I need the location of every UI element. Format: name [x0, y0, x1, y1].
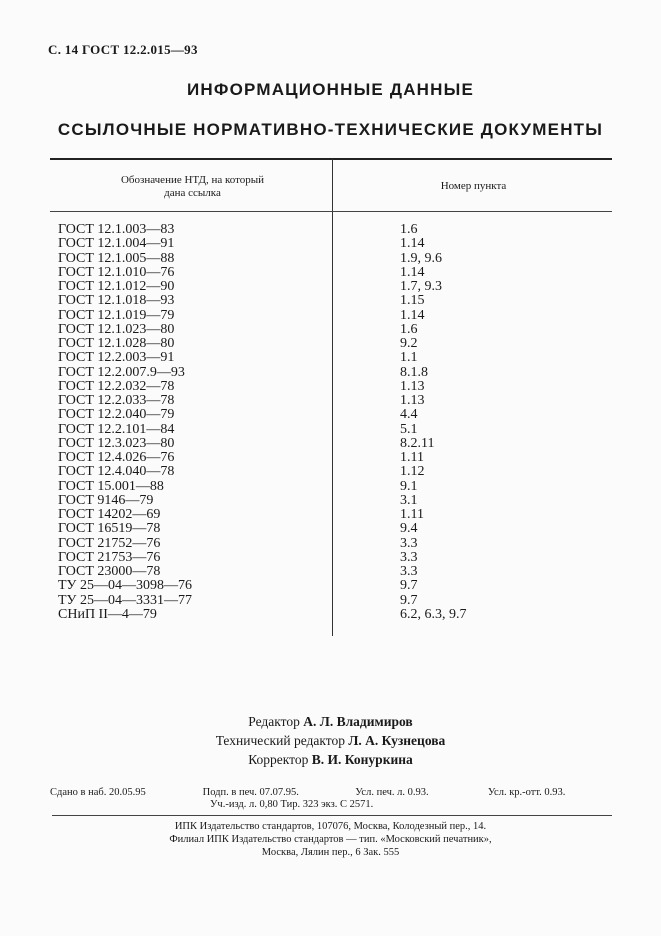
document-designation: ГОСТ 12.1.018—93: [58, 293, 175, 309]
table-row: [58, 608, 618, 622]
publishing-info: [50, 787, 620, 811]
table-row: [58, 480, 618, 494]
clause-number: 9.7: [400, 592, 418, 608]
clause-number: 1.7, 9.3: [400, 279, 442, 294]
column-header-document: [60, 174, 325, 200]
imprint: [0, 820, 661, 859]
table-row: [58, 522, 618, 536]
document-designation: ГОСТ 12.2.007.9—93: [58, 364, 185, 380]
table-row: [58, 565, 618, 579]
section-title: ИНФОРМАЦИОННЫЕ ДАННЫЕ: [186, 80, 475, 99]
table-row: [58, 380, 618, 394]
clause-number: 1.9, 9.6: [400, 250, 442, 266]
clause-number: 1.11: [400, 450, 424, 465]
publishing-line1: Сдано в наб. 20.05.95 Подп. в печ. 07.07.95. Усл. печ. л. 0.93. Усл. кр.-отт. 0.93.: [50, 787, 566, 798]
document-designation: ГОСТ 12.1.010—76: [58, 264, 175, 280]
table-row: [58, 508, 618, 522]
document-designation: ГОСТ 12.1.005—88: [58, 250, 175, 266]
column-header-document-line1: Обозначение НТД, на который: [120, 174, 265, 186]
clause-number: 8.1.8: [400, 364, 428, 380]
clause-number: 8.2.11: [400, 435, 435, 451]
document-designation: ГОСТ 12.1.003—83: [58, 222, 175, 237]
document-designation: ГОСТ 12.3.023—80: [58, 435, 175, 451]
document-designation: ГОСТ 12.2.033—78: [58, 393, 175, 408]
document-designation: ГОСТ 9146—79: [58, 492, 154, 508]
table-row: [58, 223, 618, 237]
table-row: [58, 394, 618, 408]
clause-number: 9.2: [400, 336, 418, 351]
clause-number: 9.4: [400, 521, 418, 537]
clause-number: 4.4: [400, 407, 418, 423]
table-row: [58, 579, 618, 593]
document-designation: ГОСТ 12.2.101—84: [58, 421, 175, 437]
document-designation: ГОСТ 12.4.040—78: [58, 464, 175, 480]
clause-number: 6.2, 6.3, 9.7: [400, 606, 467, 622]
imprint-line3: Москва, Лялин пер., 6 Зак. 555: [261, 847, 400, 858]
table-row: [58, 337, 618, 351]
document-designation: ГОСТ 21752—76: [58, 535, 161, 551]
table-row: [58, 252, 618, 266]
clause-number: 5.1: [400, 421, 418, 437]
document-designation: ГОСТ 12.2.032—78: [58, 378, 175, 394]
document-designation: ГОСТ 12.2.003—91: [58, 350, 175, 366]
imprint-line2: Филиал ИПК Издательство стандартов — тип. «Московский печатник»,: [169, 834, 492, 845]
table-row: [58, 408, 618, 422]
document-designation: СНиП II—4—79: [58, 606, 157, 622]
document-designation: ГОСТ 12.2.040—79: [58, 407, 175, 423]
document-designation: ГОСТ 16519—78: [58, 521, 161, 537]
clause-number: 1.12: [400, 464, 425, 480]
document-designation: ГОСТ 12.4.026—76: [58, 450, 175, 465]
table-row: [58, 537, 618, 551]
credits-block: [0, 712, 661, 769]
credit-corrector: Корректор В. И. Конуркина: [248, 752, 413, 767]
clause-number: 1.1: [400, 350, 418, 366]
table-row: [58, 309, 618, 323]
reference-table-body: [58, 223, 618, 622]
clause-number: 9.1: [400, 478, 418, 494]
clause-number: 3.3: [400, 549, 418, 565]
table-row: [58, 423, 618, 437]
document-designation: ГОСТ 15.001—88: [58, 478, 164, 494]
clause-number: 1.14: [400, 264, 425, 280]
table-row: [58, 294, 618, 308]
footer-rule: [52, 815, 612, 816]
clause-number: 3.3: [400, 535, 418, 551]
table-header-rule: [50, 211, 612, 212]
document-designation: ТУ 25—04—3098—76: [58, 578, 192, 594]
table-row: [58, 494, 618, 508]
table-row: [58, 323, 618, 337]
document-designation: ГОСТ 12.1.023—80: [58, 321, 175, 337]
document-designation: ГОСТ 12.1.028—80: [58, 336, 175, 351]
column-header-document-line2: дана ссылка: [164, 187, 221, 199]
table-row: [58, 437, 618, 451]
clause-number: 1.6: [400, 222, 418, 237]
publishing-line2: Уч.-изд. л. 0,80 Тир. 323 экз. С 2571.: [210, 799, 374, 810]
clause-number: 3.1: [400, 492, 418, 508]
table-row: [58, 266, 618, 280]
table-row: [58, 280, 618, 294]
table-row: [58, 351, 618, 365]
table-row: [58, 551, 618, 565]
document-designation: ГОСТ 21753—76: [58, 549, 161, 565]
table-row: [58, 451, 618, 465]
table-row: [58, 594, 618, 608]
document-designation: ГОСТ 12.1.004—91: [58, 236, 175, 252]
document-designation: ТУ 25—04—3331—77: [58, 592, 192, 608]
imprint-line1: ИПК Издательство стандартов, 107076, Москва, Колодезный пер., 14.: [174, 821, 487, 832]
clause-number: 1.14: [400, 307, 425, 323]
table-row: [58, 465, 618, 479]
document-designation: ГОСТ 12.1.019—79: [58, 307, 175, 323]
table-top-rule: [50, 158, 612, 160]
document-designation: ГОСТ 12.1.012—90: [58, 279, 175, 294]
clause-number: 1.6: [400, 321, 418, 337]
clause-number: 1.13: [400, 393, 425, 408]
document-designation: ГОСТ 14202—69: [58, 507, 161, 522]
clause-number: 1.13: [400, 378, 425, 394]
document-designation: ГОСТ 23000—78: [58, 564, 161, 579]
credit-tech-editor: Технический редактор Л. А. Кузнецова: [215, 733, 446, 748]
credit-editor: Редактор А. Л. Владимиров: [248, 714, 413, 729]
section-subtitle: ССЫЛОЧНЫЕ НОРМАТИВНО-ТЕХНИЧЕСКИЕ ДОКУМЕНТЫ: [57, 120, 604, 139]
column-header-clause: Номер пункта: [440, 180, 507, 192]
page-header: С. 14 ГОСТ 12.2.015—93: [48, 42, 198, 57]
clause-number: 3.3: [400, 564, 418, 579]
clause-number: 9.7: [400, 578, 418, 594]
clause-number: 1.11: [400, 507, 424, 522]
clause-number: 1.14: [400, 236, 425, 252]
table-row: [58, 366, 618, 380]
table-row: [58, 237, 618, 251]
clause-number: 1.15: [400, 293, 425, 309]
